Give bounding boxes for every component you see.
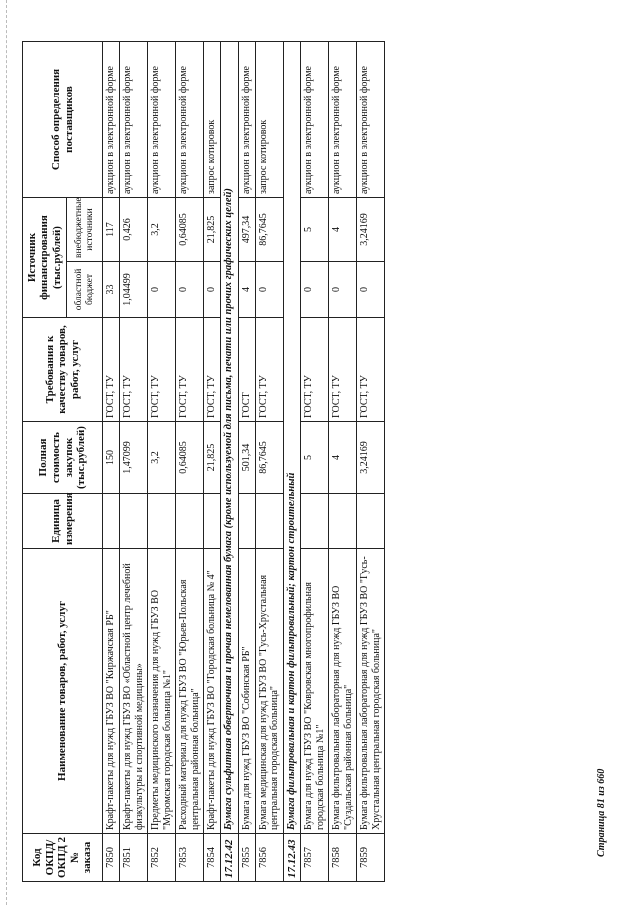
header-source-regional: областной бюджет (67, 262, 103, 318)
cell-name: Крафт-пакеты для нужд ГБУЗ ВО "Киржачская РБ" (103, 549, 120, 834)
cell-regional: 0 (204, 262, 221, 318)
cell-offbudget: 21,825 (204, 198, 221, 262)
section-code: 17.12.43 (283, 834, 301, 882)
cell-total: 150 (103, 422, 120, 494)
cell-method: аукцион в электронной форме (357, 42, 385, 198)
cell-name: Бумага для нужд ГБУЗ ВО "Собинская РБ" (238, 549, 255, 834)
cell-regional: 0 (357, 262, 385, 318)
header-source: Источник финансирования (тыс.рублей) (23, 198, 67, 318)
table-row (238, 42, 255, 882)
cell-name: Предметы медицинского назначения для нужд ГБУЗ ВО "Муромская городская больница №1" (148, 549, 176, 834)
cell-regional: 0 (329, 262, 357, 318)
cell-requirements: ГОСТ, ТУ (204, 318, 221, 422)
header-requirements: Требования к качеству товаров, работ, услуг (23, 318, 103, 422)
cell-unit (204, 494, 221, 549)
table-row (357, 42, 385, 882)
table-row (148, 42, 176, 882)
table-row (103, 42, 120, 882)
cell-regional: 0 (255, 262, 283, 318)
cell-name: Расходный материал для нужд ГБУЗ ВО "Юрьев-Польская центральная районная больница" (176, 549, 204, 834)
cell-method: запрос котировок (255, 42, 283, 198)
cell-unit (301, 494, 329, 549)
cell-method: аукцион в электронной форме (301, 42, 329, 198)
cell-method: аукцион в электронной форме (148, 42, 176, 198)
cell-requirements: ГОСТ, ТУ (120, 318, 148, 422)
cell-unit (255, 494, 283, 549)
section-row (221, 42, 239, 882)
cell-name: Бумага медицинская для нужд ГБУЗ ВО "Гусь-Хрустальная центральная городская больница" (255, 549, 283, 834)
cell-unit (120, 494, 148, 549)
cell-total: 5 (301, 422, 329, 494)
cell-code: 7855 (238, 834, 255, 882)
cell-method: аукцион в электронной форме (238, 42, 255, 198)
cell-requirements: ГОСТ, ТУ (255, 318, 283, 422)
cell-total: 4 (329, 422, 357, 494)
cell-offbudget: 86,7645 (255, 198, 283, 262)
cell-name: Бумага для нужд ГБУЗ ВО "Ковровская многопрофильная городская больница №1" (301, 549, 329, 834)
header-method: Способ определения поставщиков (23, 42, 103, 198)
cell-total: 3,2 (148, 422, 176, 494)
cell-offbudget: 3,24169 (357, 198, 385, 262)
section-row (283, 42, 301, 882)
header-code: Код ОКПД/ ОКПД 2 № заказа (23, 834, 103, 882)
cell-unit (329, 494, 357, 549)
table-row (301, 42, 329, 882)
header-total: Полная стоимость закупок (тыс.рублей) (23, 422, 103, 494)
cell-regional: 33 (103, 262, 120, 318)
header-unit: Единица измерения (23, 494, 103, 549)
cell-regional: 0 (301, 262, 329, 318)
header-name: Наименование товаров, работ, услуг (23, 549, 103, 834)
section-title: Бумага фильтровальная и картон фильтровальный; картон строительный (283, 42, 301, 834)
cell-requirements: ГОСТ, ТУ (301, 318, 329, 422)
cell-total: 0,64085 (176, 422, 204, 494)
cell-requirements: ГОСТ, ТУ (148, 318, 176, 422)
cell-name: Бумага фильтровальная лабораторная для нужд ГБУЗ ВО "Суздальская районная больница" (329, 549, 357, 834)
cell-method: аукцион в электронной форме (103, 42, 120, 198)
cell-code: 7852 (148, 834, 176, 882)
table-row (329, 42, 357, 882)
cell-requirements: ГОСТ, ТУ (329, 318, 357, 422)
cell-code: 7853 (176, 834, 204, 882)
cell-total: 21,825 (204, 422, 221, 494)
cell-requirements: ГОСТ, ТУ (176, 318, 204, 422)
cell-requirements: ГОСТ (238, 318, 255, 422)
cell-unit (238, 494, 255, 549)
cell-requirements: ГОСТ, ТУ (357, 318, 385, 422)
cell-method: запрос котировок (204, 42, 221, 198)
cell-offbudget: 497,34 (238, 198, 255, 262)
section-code: 17.12.42 (221, 834, 239, 882)
cell-offbudget: 0,64085 (176, 198, 204, 262)
cell-unit (148, 494, 176, 549)
page-number: Страница 81 из 660 (596, 768, 607, 857)
cell-name: Крафт-пакеты для нужд ГБУЗ ВО "Городская больница № 4" (204, 549, 221, 834)
cell-unit (103, 494, 120, 549)
cell-code: 7850 (103, 834, 120, 882)
cell-method: аукцион в электронной форме (120, 42, 148, 198)
cell-name: Крафт-пакеты для нужд ГБУЗ ВО «Областной центр лечебной физкультуры и спортивной медицины» (120, 549, 148, 834)
cell-regional: 1,04499 (120, 262, 148, 318)
cell-method: аукцион в электронной форме (176, 42, 204, 198)
procurement-table (22, 41, 385, 882)
section-title: Бумага сульфитная обверточная и прочая немелованная бумага (кроме используемой для письма, печати или прочих графических целей) (221, 42, 239, 834)
cell-total: 86,7645 (255, 422, 283, 494)
cell-regional: 0 (148, 262, 176, 318)
header-source-offbudget: внебюджетные источники (67, 198, 103, 262)
cell-requirements: ГОСТ, ТУ (103, 318, 120, 422)
cell-code: 7854 (204, 834, 221, 882)
cell-code: 7857 (301, 834, 329, 882)
cell-total: 501,34 (238, 422, 255, 494)
cell-method: аукцион в электронной форме (329, 42, 357, 198)
cell-offbudget: 4 (329, 198, 357, 262)
cell-total: 1,47099 (120, 422, 148, 494)
cell-code: 7859 (357, 834, 385, 882)
cell-code: 7856 (255, 834, 283, 882)
cell-code: 7858 (329, 834, 357, 882)
scan-edge-line (6, 0, 9, 905)
table-row (176, 42, 204, 882)
cell-unit (357, 494, 385, 549)
procurement-table-page (22, 42, 607, 882)
cell-regional: 4 (238, 262, 255, 318)
cell-regional: 0 (176, 262, 204, 318)
cell-offbudget: 117 (103, 198, 120, 262)
table-row (120, 42, 148, 882)
cell-name: Бумага фильтровальная лабораторная для нужд ГБУЗ ВО "Гусь-Хрустальная центральная городская больница" (357, 549, 385, 834)
table-row (255, 42, 283, 882)
table-row (204, 42, 221, 882)
cell-unit (176, 494, 204, 549)
table-body (103, 42, 385, 882)
cell-offbudget: 0,426 (120, 198, 148, 262)
cell-offbudget: 5 (301, 198, 329, 262)
cell-code: 7851 (120, 834, 148, 882)
cell-offbudget: 3,2 (148, 198, 176, 262)
cell-total: 3,24169 (357, 422, 385, 494)
